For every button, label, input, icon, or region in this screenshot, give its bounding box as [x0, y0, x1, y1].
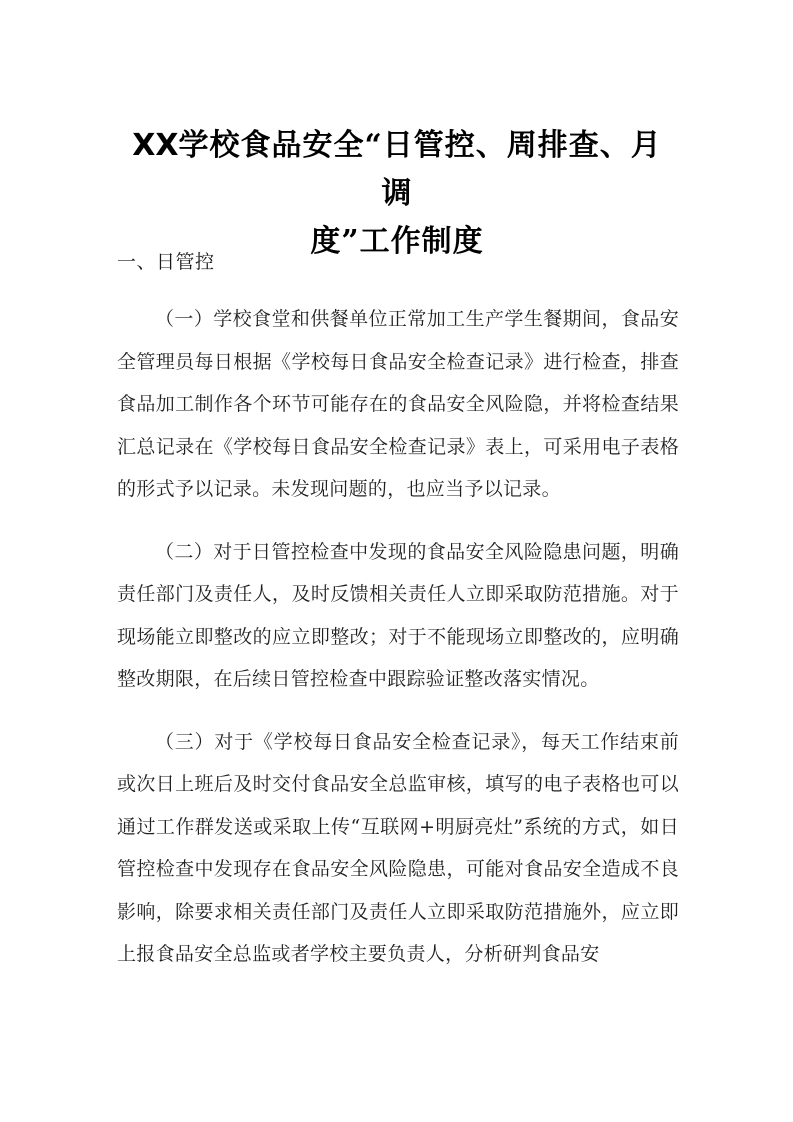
section-body-1: [117, 298, 679, 976]
document-title: [117, 122, 677, 266]
paragraph-item-2: （二）对于日管控检查中发现的食品安全风险隐患问题，明确责任部门及责任人，及时反馈相关责任人立即采取防范措施。对于现场能立即整改的应立即整改；对于不能现场立即整改的，应明确整改期限，在后续日管控检查中跟踪验证整改落实情况。: [117, 540, 679, 690]
section-heading-1: 一、日管控: [117, 251, 215, 273]
document-title-line-1-rest: 学校食品安全“日管控、周排查、月调: [178, 128, 662, 211]
document-title-latin-prefix: XX: [132, 128, 179, 163]
document-title-line-2: 度”工作制度: [310, 224, 484, 259]
paragraph-item-1: （一）学校食堂和供餐单位正常加工生产学生餐期间，食品安全管理员每日根据《学校每日食品安全检查记录》进行检查，排查食品加工制作各个环节可能存在的食品安全风险隐，并将检查结果汇总记录在《学校每日食品安全检查记录》表上，可采用电子表格的形式予以记录。未发现问题的，也应当予以记录。: [117, 308, 679, 500]
paragraph-item-3: （三）对于《学校每日食品安全检查记录》，每天工作结束前或次日上班后及时交付食品安全总监审核，填写的电子表格也可以通过工作群发送或采取上传“互联网+明厨亮灶”系统的方式，如日管控检查中发现存在食品安全风险隐患，可能对食品安全造成不良影响，除要求相关责任部门及责任人立即采取防范措施外，应立即上报食品安全总监或者学校主要负责人，分析研判食品安: [117, 730, 679, 965]
